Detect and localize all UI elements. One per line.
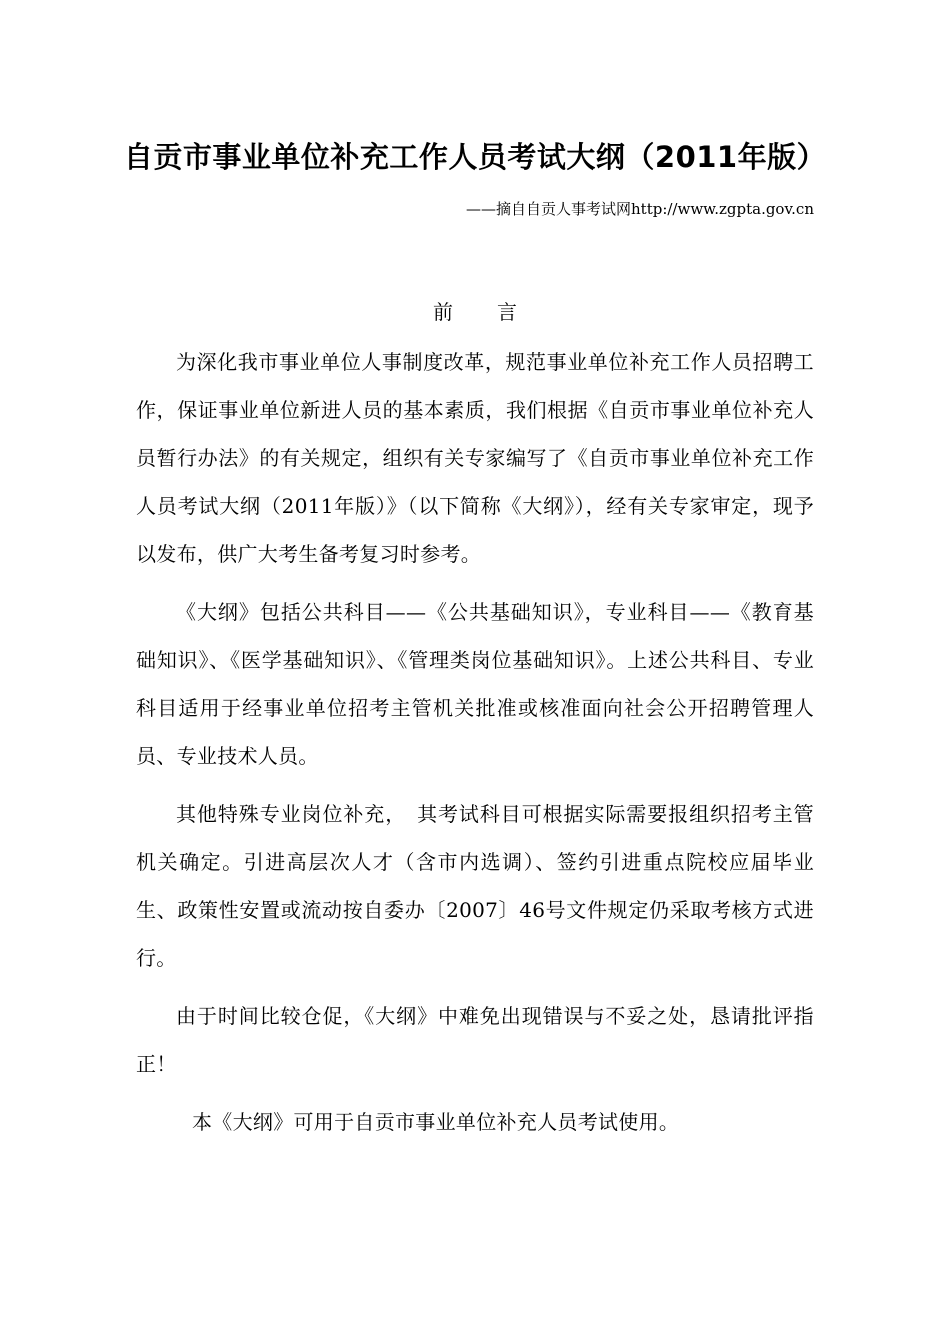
document-body: [136, 338, 814, 1156]
paragraph-4: 由于时间比较仓促，《大纲》中难免出现错误与不妥之处，恳请批评指正！: [136, 1004, 814, 1076]
paragraph-1: 为深化我市事业单位人事制度改革，规范事业单位补充工作人员招聘工作，保证事业单位新进人员的基本素质，我们根据《自贡市事业单位补充人员暂行办法》的有关规定，组织有关专家编写了《自贡市事业单位补充工作人员考试大纲（2011年版）》（以下简称《大纲》），经有关专家审定，现予以发布，供广大考生备考复习时参考。: [136, 350, 814, 566]
paragraph-2: 《大纲》包括公共科目——《公共基础知识》，专业科目——《教育基础知识》、《医学基础知识》、《管理类岗位基础知识》。上述公共科目、专业科目适用于经事业单位招考主管机关批准或核准面向社会公开招聘管理人员、专业技术人员。: [136, 600, 814, 768]
section-heading: 前言: [433, 300, 561, 324]
document-title: 自贡市事业单位补充工作人员考试大纲（2011年版）: [123, 140, 827, 174]
source-line: ——摘自自贡人事考试网http://www.zgpta.gov.cn: [466, 200, 814, 218]
paragraph-5: 本《大纲》可用于自贡市事业单位补充人员考试使用。: [192, 1110, 680, 1134]
paragraph-3: 其他特殊专业岗位补充， 其考试科目可根据实际需要报组织招考主管机关确定。引进高层次人才（含市内选调）、签约引进重点院校应届毕业生、政策性安置或流动按自委办〔2007〕46号文件规定仍采取考核方式进行。: [136, 802, 814, 970]
